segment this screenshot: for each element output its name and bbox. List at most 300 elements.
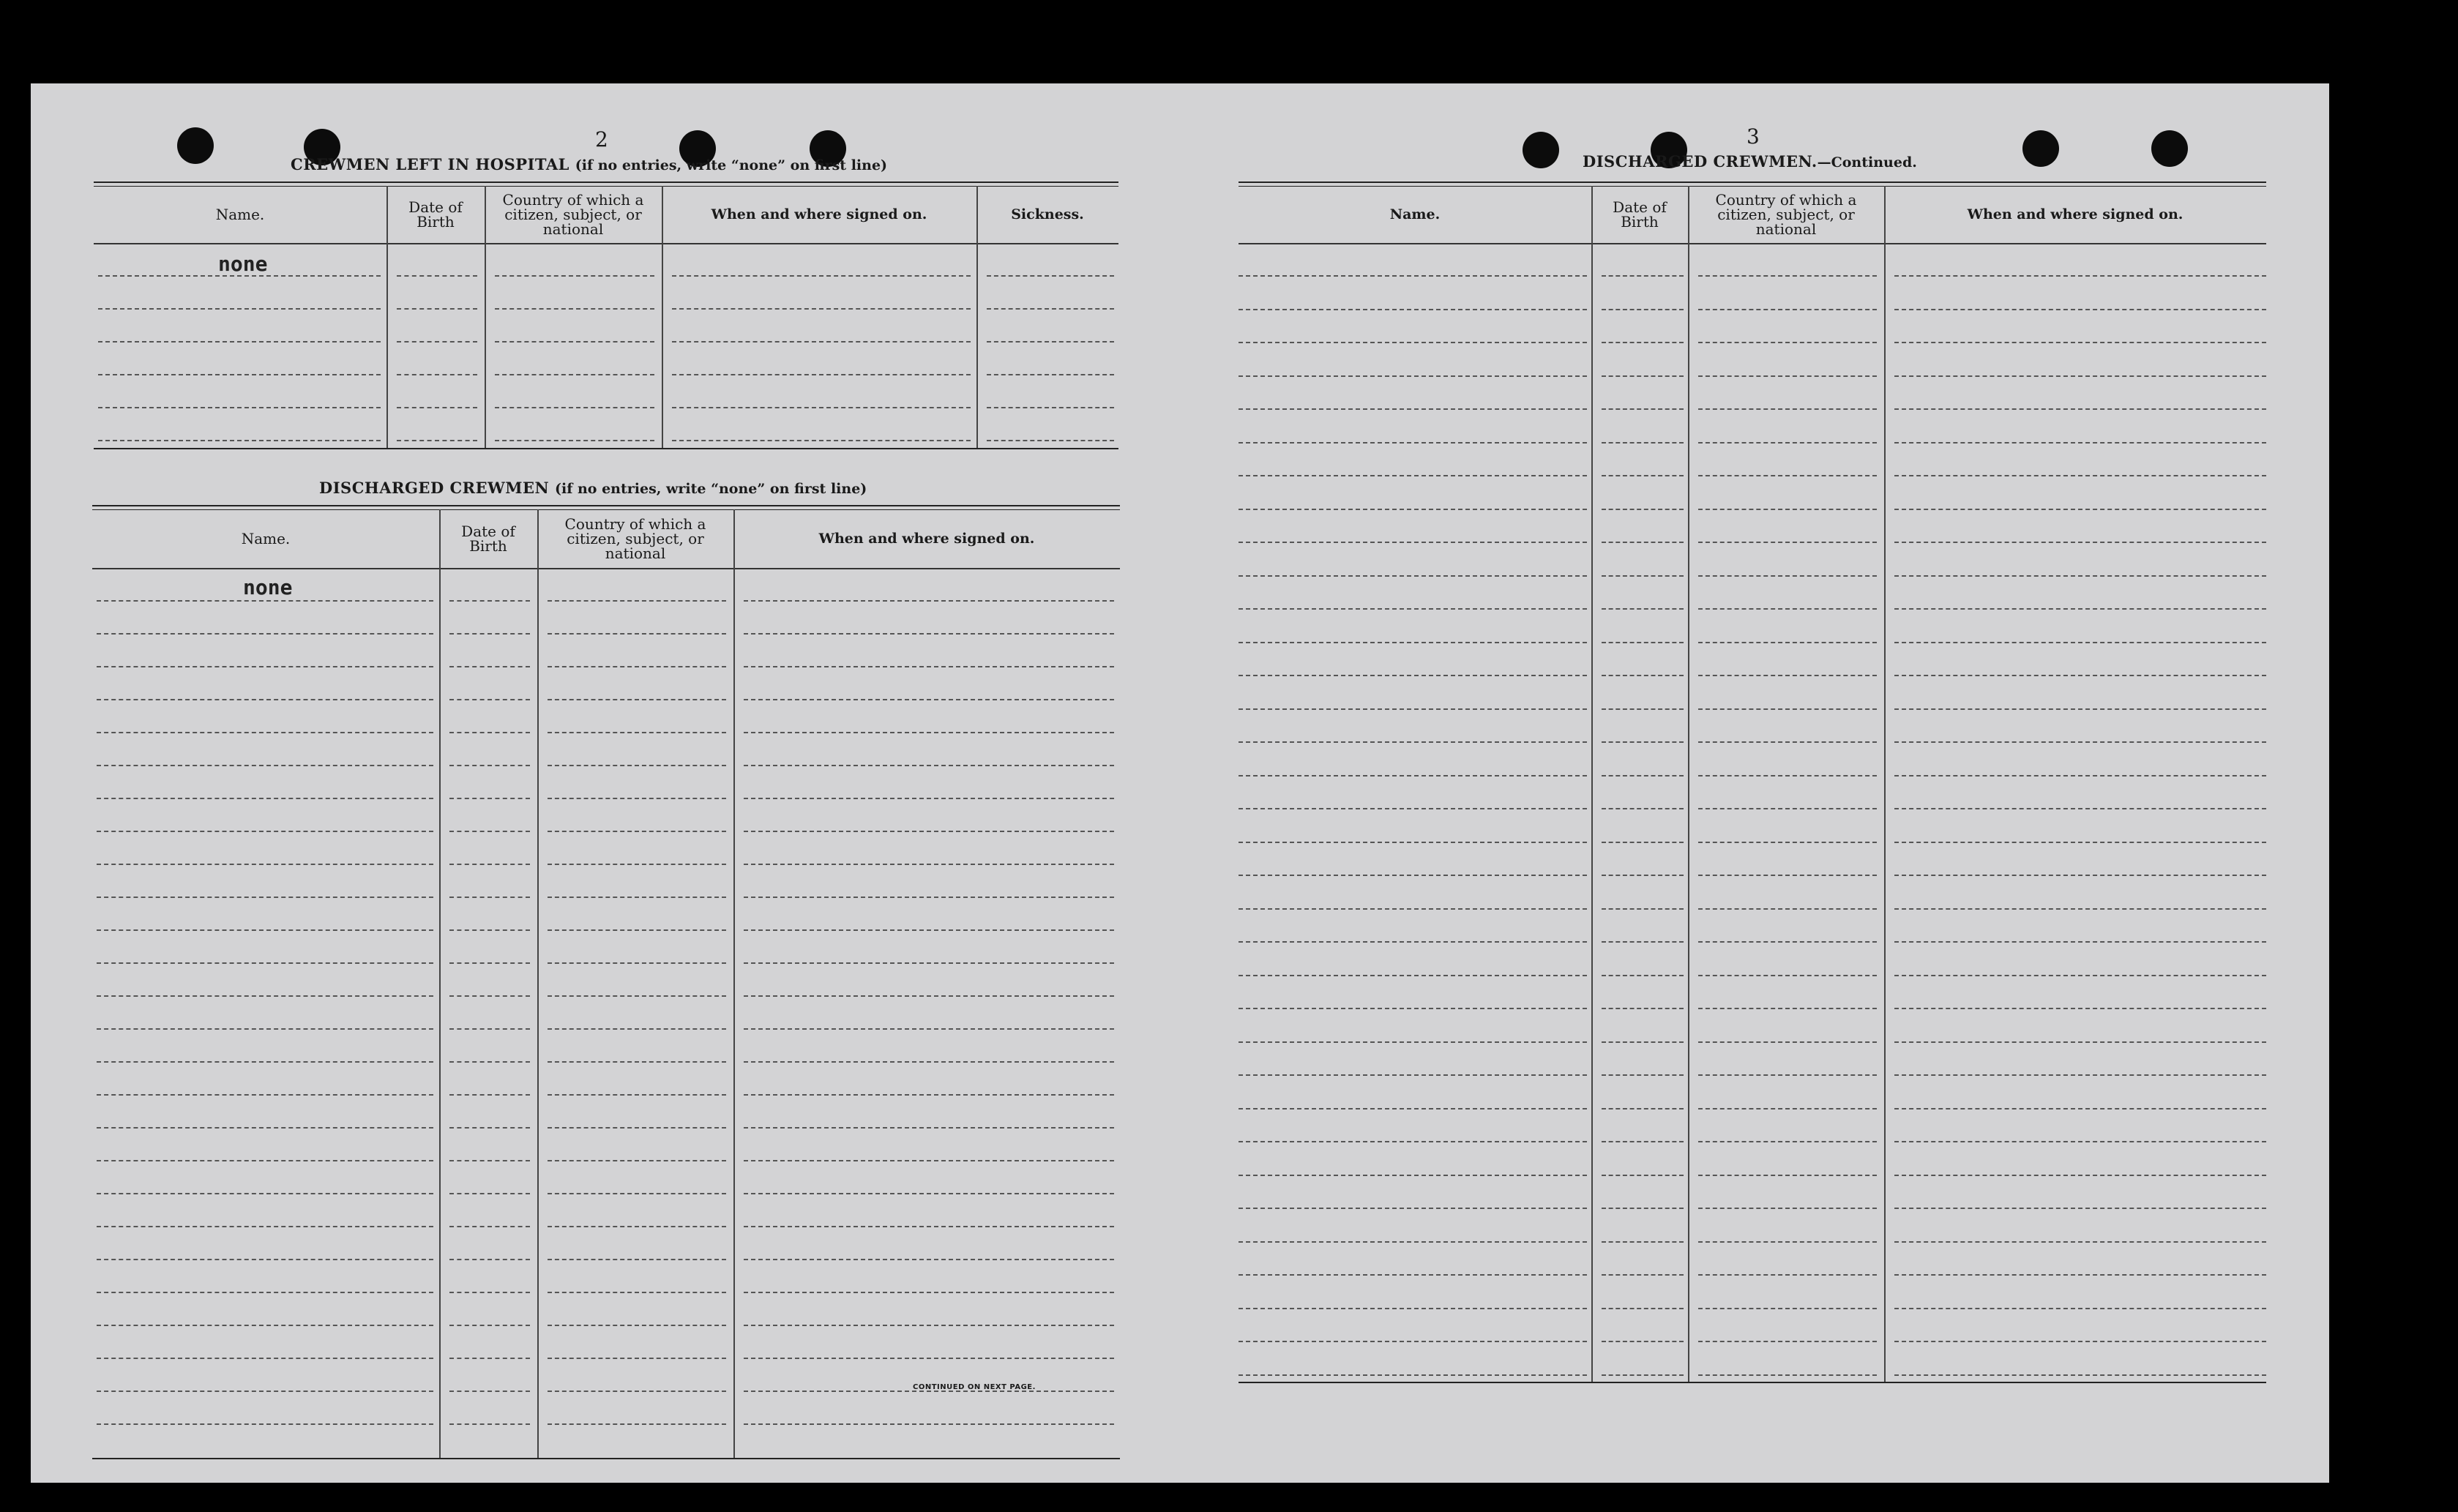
- ruled-line: [449, 1094, 530, 1096]
- ruled-line: [1698, 475, 1877, 476]
- ruled-line: [744, 666, 1114, 667]
- ruled-line: [987, 341, 1114, 343]
- ruled-line: [397, 407, 477, 408]
- ruled-line: [449, 1358, 530, 1359]
- ruled-line: [1894, 1308, 2266, 1309]
- ruled-line: [449, 1160, 530, 1161]
- column-header-date-of-birth: Date of Birth: [408, 198, 463, 231]
- ruled-line: [548, 864, 726, 865]
- hospital-title-text: CREWMEN LEFT IN HOSPITAL: [291, 155, 569, 173]
- ruled-line: [1698, 808, 1877, 809]
- ruled-line: [1239, 775, 1587, 776]
- ruled-line: [449, 1325, 530, 1326]
- ruled-line: [1602, 842, 1684, 843]
- ruled-line: [1894, 808, 2266, 809]
- ruled-line: [495, 341, 654, 343]
- ruled-line: [1602, 1141, 1684, 1142]
- ruled-line: [548, 600, 726, 602]
- ruled-line: [449, 666, 530, 667]
- ruled-line: [495, 440, 654, 441]
- discharged-continued-title-text: DISCHARGED CREWMEN.: [1583, 152, 1818, 171]
- ruled-line: [1602, 509, 1684, 510]
- discharged-continued-title: [1583, 152, 1917, 171]
- ruled-line: [1602, 1108, 1684, 1109]
- ruled-line: [1698, 1374, 1877, 1376]
- ruled-line: [1698, 1141, 1877, 1142]
- ruled-line: [744, 995, 1114, 997]
- column-header-when-where: When and where signed on.: [1967, 206, 2184, 222]
- ruled-line: [1602, 1374, 1684, 1376]
- ruled-line: [1602, 1208, 1684, 1209]
- ruled-line: [548, 1391, 726, 1392]
- ruled-line: [97, 1160, 433, 1161]
- ruled-line: [1698, 675, 1877, 676]
- ruled-line: [1698, 575, 1877, 577]
- ruled-line: [548, 798, 726, 799]
- ruled-line: [1602, 908, 1684, 910]
- ruled-line: [449, 1423, 530, 1425]
- ruled-line: [672, 374, 971, 375]
- ruled-line: [1894, 908, 2266, 910]
- punch-hole: [1523, 132, 1559, 168]
- ruled-line: [1894, 1108, 2266, 1109]
- column-header-name: Name.: [1389, 206, 1441, 222]
- document-sheet: [31, 83, 2329, 1483]
- ruled-line: [97, 1325, 433, 1326]
- ruled-line: [548, 1160, 726, 1161]
- ruled-line: [98, 407, 381, 408]
- ruled-line: [1602, 442, 1684, 444]
- ruled-line: [1894, 975, 2266, 976]
- ruled-line: [1894, 1374, 2266, 1376]
- ruled-line: [1894, 1175, 2266, 1176]
- ruled-line: [449, 633, 530, 635]
- ruled-line: [744, 633, 1114, 635]
- ruled-line: [97, 1259, 433, 1260]
- ruled-line: [672, 275, 971, 277]
- ruled-line: [1894, 875, 2266, 876]
- ruled-line: [449, 864, 530, 865]
- ruled-line: [548, 765, 726, 766]
- ruled-line: [1602, 575, 1684, 577]
- ruled-line: [1239, 575, 1587, 577]
- ruled-line: [1602, 1074, 1684, 1076]
- ruled-line: [97, 1391, 433, 1392]
- ruled-line: [1602, 1041, 1684, 1043]
- ruled-line: [1239, 941, 1587, 943]
- ruled-line: [449, 1028, 530, 1030]
- ruled-line: [1698, 608, 1877, 610]
- ruled-line: [548, 1094, 726, 1096]
- ruled-line: [1239, 542, 1587, 543]
- ruled-line: [449, 600, 530, 602]
- ruled-line: [397, 374, 477, 375]
- ruled-line: [1602, 808, 1684, 809]
- ruled-line: [449, 1193, 530, 1194]
- ruled-line: [97, 1127, 433, 1129]
- ruled-line: [1698, 875, 1877, 876]
- column-header-when-where: When and where signed on.: [818, 531, 1035, 547]
- ruled-line: [1894, 475, 2266, 476]
- ruled-line: [1894, 575, 2266, 577]
- ruled-line: [449, 798, 530, 799]
- ruled-line: [97, 929, 433, 931]
- discharged-title-text: DISCHARGED CREWMEN: [319, 479, 550, 497]
- column-header-date-of-birth: Date of Birth: [1613, 198, 1667, 231]
- ruled-line: [744, 798, 1114, 799]
- ruled-line: [548, 666, 726, 667]
- ruled-line: [1602, 342, 1684, 343]
- ruled-line: [97, 1358, 433, 1359]
- ruled-line: [744, 1325, 1114, 1326]
- ruled-line: [1239, 808, 1587, 809]
- column-header-date-of-birth: Date of Birth: [461, 523, 515, 555]
- ruled-line: [744, 1094, 1114, 1096]
- ruled-line: [744, 1028, 1114, 1030]
- ruled-line: [548, 1292, 726, 1293]
- ruled-line: [744, 1226, 1114, 1227]
- ruled-line: [1239, 1074, 1587, 1076]
- ruled-line: [1602, 475, 1684, 476]
- ruled-line: [1698, 1241, 1877, 1243]
- ruled-line: [548, 1193, 726, 1194]
- ruled-line: [1698, 741, 1877, 743]
- ruled-line: [1894, 1141, 2266, 1142]
- ruled-line: [1239, 875, 1587, 876]
- ruled-line: [1894, 275, 2266, 277]
- ruled-line: [1894, 675, 2266, 676]
- ruled-line: [1894, 375, 2266, 377]
- ruled-line: [744, 1127, 1114, 1129]
- ruled-line: [97, 995, 433, 997]
- ruled-line: [97, 600, 433, 602]
- ruled-line: [744, 929, 1114, 931]
- ruled-line: [548, 1028, 726, 1030]
- ruled-line: [1602, 941, 1684, 943]
- ruled-line: [744, 897, 1114, 898]
- ruled-line: [97, 798, 433, 799]
- ruled-line: [1894, 408, 2266, 410]
- ruled-line: [744, 962, 1114, 964]
- ruled-line: [98, 308, 381, 310]
- ruled-line: [744, 1292, 1114, 1293]
- ruled-line: [548, 1358, 726, 1359]
- ruled-line: [1698, 975, 1877, 976]
- ruled-line: [548, 699, 726, 700]
- ruled-line: [1894, 642, 2266, 643]
- ruled-line: [1698, 708, 1877, 710]
- ruled-line: [1239, 908, 1587, 910]
- page-number-left: 2: [595, 127, 608, 151]
- ruled-line: [1698, 1175, 1877, 1176]
- ruled-line: [1698, 442, 1877, 444]
- ruled-line: [1698, 1008, 1877, 1009]
- ruled-line: [1602, 1308, 1684, 1309]
- ruled-line: [548, 962, 726, 964]
- ruled-line: [97, 699, 433, 700]
- ruled-line: [1239, 509, 1587, 510]
- ruled-line: [548, 831, 726, 832]
- ruled-line: [97, 1061, 433, 1063]
- ruled-line: [1698, 842, 1877, 843]
- ruled-line: [449, 831, 530, 832]
- ruled-line: [1698, 542, 1877, 543]
- ruled-line: [1602, 1341, 1684, 1342]
- ruled-line: [1698, 908, 1877, 910]
- ruled-line: [1894, 1041, 2266, 1043]
- ruled-line: [1894, 309, 2266, 310]
- ruled-line: [1239, 708, 1587, 710]
- ruled-line: [1239, 1308, 1587, 1309]
- ruled-line: [449, 1127, 530, 1129]
- ruled-line: [1894, 1208, 2266, 1209]
- ruled-line: [548, 1259, 726, 1260]
- ruled-line: [1239, 1241, 1587, 1243]
- ruled-line: [97, 897, 433, 898]
- ruled-line: [548, 1061, 726, 1063]
- ruled-line: [449, 1226, 530, 1227]
- hospital-table: [94, 181, 1118, 452]
- ruled-line: [548, 897, 726, 898]
- ruled-line: [1894, 775, 2266, 776]
- ruled-line: [1602, 1008, 1684, 1009]
- ruled-line: [397, 275, 477, 277]
- ruled-line: [97, 732, 433, 733]
- ruled-line: [1602, 975, 1684, 976]
- ruled-line: [1894, 842, 2266, 843]
- ruled-line: [97, 1193, 433, 1194]
- ruled-line: [98, 374, 381, 375]
- ruled-line: [548, 1226, 726, 1227]
- ruled-line: [449, 732, 530, 733]
- ruled-line: [672, 407, 971, 408]
- ruled-line: [1698, 509, 1877, 510]
- ruled-line: [1894, 1008, 2266, 1009]
- ruled-line: [1698, 408, 1877, 410]
- ruled-line: [1239, 1141, 1587, 1142]
- ruled-line: [97, 1094, 433, 1096]
- ruled-line: [449, 897, 530, 898]
- continued-suffix: —Continued.: [1817, 154, 1917, 171]
- ruled-line: [1698, 1208, 1877, 1209]
- page-number-right: 3: [1747, 124, 1760, 149]
- ruled-line: [548, 732, 726, 733]
- discharged-instruction: (if no entries, write “none” on first line): [554, 481, 867, 497]
- ruled-line: [1698, 775, 1877, 776]
- ruled-line: [744, 1160, 1114, 1161]
- ruled-line: [98, 275, 381, 277]
- ruled-line: [97, 962, 433, 964]
- ruled-line: [1698, 1308, 1877, 1309]
- ruled-line: [1602, 741, 1684, 743]
- ruled-line: [449, 699, 530, 700]
- ruled-line: [1239, 442, 1587, 444]
- ruled-line: [97, 1292, 433, 1293]
- ruled-line: [1239, 642, 1587, 643]
- ruled-line: [1239, 1374, 1587, 1376]
- ruled-line: [1894, 342, 2266, 343]
- ruled-line: [1698, 375, 1877, 377]
- ruled-line: [1698, 1108, 1877, 1109]
- ruled-line: [672, 308, 971, 310]
- ruled-line: [1239, 375, 1587, 377]
- ruled-line: [548, 1325, 726, 1326]
- ruled-line: [495, 275, 654, 277]
- ruled-line: [98, 341, 381, 343]
- ruled-line: [987, 440, 1114, 441]
- ruled-line: [1602, 408, 1684, 410]
- column-header-sickness: Sickness.: [1011, 206, 1084, 222]
- ruled-line: [1602, 608, 1684, 610]
- ruled-line: [987, 275, 1114, 277]
- ruled-line: [1239, 675, 1587, 676]
- column-header-country: Country of which a citizen, subject, or national: [502, 191, 644, 238]
- ruled-line: [1239, 1175, 1587, 1176]
- ruled-line: [98, 440, 381, 441]
- ruled-line: [1239, 1274, 1587, 1276]
- ruled-line: [1602, 375, 1684, 377]
- column-header-country: Country of which a citizen, subject, or national: [564, 515, 706, 562]
- ruled-line: [1698, 1041, 1877, 1043]
- ruled-line: [1239, 1108, 1587, 1109]
- ruled-line: [1894, 708, 2266, 710]
- ruled-line: [1602, 309, 1684, 310]
- ruled-line: [1602, 675, 1684, 676]
- ruled-line: [744, 1423, 1114, 1425]
- ruled-line: [495, 407, 654, 408]
- ruled-line: [1239, 1208, 1587, 1209]
- ruled-line: [1602, 642, 1684, 643]
- ruled-line: [1602, 1175, 1684, 1176]
- ruled-line: [1239, 275, 1587, 277]
- ruled-line: [1602, 708, 1684, 710]
- column-header-name: Name.: [241, 530, 291, 547]
- ruled-line: [987, 407, 1114, 408]
- ruled-line: [672, 341, 971, 343]
- ruled-line: [397, 341, 477, 343]
- ruled-line: [1239, 741, 1587, 743]
- ruled-line: [1894, 1341, 2266, 1342]
- continued-note: CONTINUED ON NEXT PAGE.: [913, 1383, 1036, 1391]
- ruled-line: [1698, 275, 1877, 277]
- ruled-line: [97, 633, 433, 635]
- ruled-line: [744, 864, 1114, 865]
- hospital-instruction: (if no entries, write “none” on first line): [575, 157, 888, 173]
- hospital-first-entry: none: [218, 252, 268, 276]
- ruled-line: [1894, 941, 2266, 943]
- ruled-line: [449, 929, 530, 931]
- punch-hole: [2022, 130, 2059, 167]
- ruled-line: [1239, 1041, 1587, 1043]
- ruled-line: [97, 765, 433, 766]
- ruled-line: [1239, 608, 1587, 610]
- discharged-first-entry: none: [243, 575, 293, 599]
- ruled-line: [987, 308, 1114, 310]
- ruled-line: [1239, 342, 1587, 343]
- ruled-line: [1894, 1241, 2266, 1243]
- ruled-line: [397, 308, 477, 310]
- ruled-line: [1239, 842, 1587, 843]
- ruled-line: [1894, 1074, 2266, 1076]
- ruled-line: [548, 633, 726, 635]
- ruled-line: [1698, 1341, 1877, 1342]
- ruled-line: [744, 600, 1114, 602]
- ruled-line: [744, 831, 1114, 832]
- ruled-line: [97, 1028, 433, 1030]
- ruled-line: [1239, 475, 1587, 476]
- ruled-line: [1698, 642, 1877, 643]
- ruled-line: [1894, 1274, 2266, 1276]
- hospital-section-title: [291, 155, 887, 173]
- ruled-line: [744, 1259, 1114, 1260]
- ruled-line: [744, 765, 1114, 766]
- punch-hole: [2151, 130, 2188, 167]
- ruled-line: [1894, 741, 2266, 743]
- ruled-line: [449, 1259, 530, 1260]
- ruled-line: [449, 995, 530, 997]
- ruled-line: [397, 440, 477, 441]
- ruled-line: [744, 699, 1114, 700]
- ruled-line: [1239, 975, 1587, 976]
- ruled-line: [744, 1061, 1114, 1063]
- ruled-line: [744, 1193, 1114, 1194]
- ruled-line: [548, 1423, 726, 1425]
- ruled-line: [449, 1391, 530, 1392]
- ruled-line: [1602, 775, 1684, 776]
- discharged-table-left: [92, 505, 1120, 1464]
- column-header-when-where: When and where signed on.: [711, 206, 927, 222]
- ruled-line: [449, 962, 530, 964]
- ruled-line: [1698, 1074, 1877, 1076]
- ruled-line: [1239, 309, 1587, 310]
- ruled-line: [744, 732, 1114, 733]
- ruled-line: [97, 831, 433, 832]
- ruled-line: [1894, 542, 2266, 543]
- ruled-line: [97, 1423, 433, 1425]
- ruled-line: [1698, 309, 1877, 310]
- ruled-line: [1894, 509, 2266, 510]
- ruled-line: [495, 374, 654, 375]
- ruled-line: [1602, 1241, 1684, 1243]
- ruled-line: [97, 864, 433, 865]
- discharged-section-title: [319, 479, 867, 497]
- ruled-line: [1239, 1008, 1587, 1009]
- ruled-line: [1602, 875, 1684, 876]
- ruled-line: [1239, 408, 1587, 410]
- ruled-line: [744, 1358, 1114, 1359]
- ruled-line: [1698, 342, 1877, 343]
- ruled-line: [495, 308, 654, 310]
- column-header-name: Name.: [215, 206, 265, 223]
- ruled-line: [548, 929, 726, 931]
- ruled-line: [1894, 442, 2266, 444]
- ruled-line: [1602, 275, 1684, 277]
- ruled-line: [1602, 1274, 1684, 1276]
- column-header-country: Country of which a citizen, subject, or national: [1715, 191, 1857, 238]
- ruled-line: [548, 1127, 726, 1129]
- ruled-line: [97, 1226, 433, 1227]
- ruled-line: [1239, 1341, 1587, 1342]
- ruled-line: [1698, 1274, 1877, 1276]
- punch-hole: [177, 127, 214, 164]
- ruled-line: [449, 765, 530, 766]
- ruled-line: [97, 666, 433, 667]
- ruled-line: [449, 1061, 530, 1063]
- ruled-line: [1698, 941, 1877, 943]
- ruled-line: [548, 995, 726, 997]
- ruled-line: [987, 374, 1114, 375]
- ruled-line: [1602, 542, 1684, 543]
